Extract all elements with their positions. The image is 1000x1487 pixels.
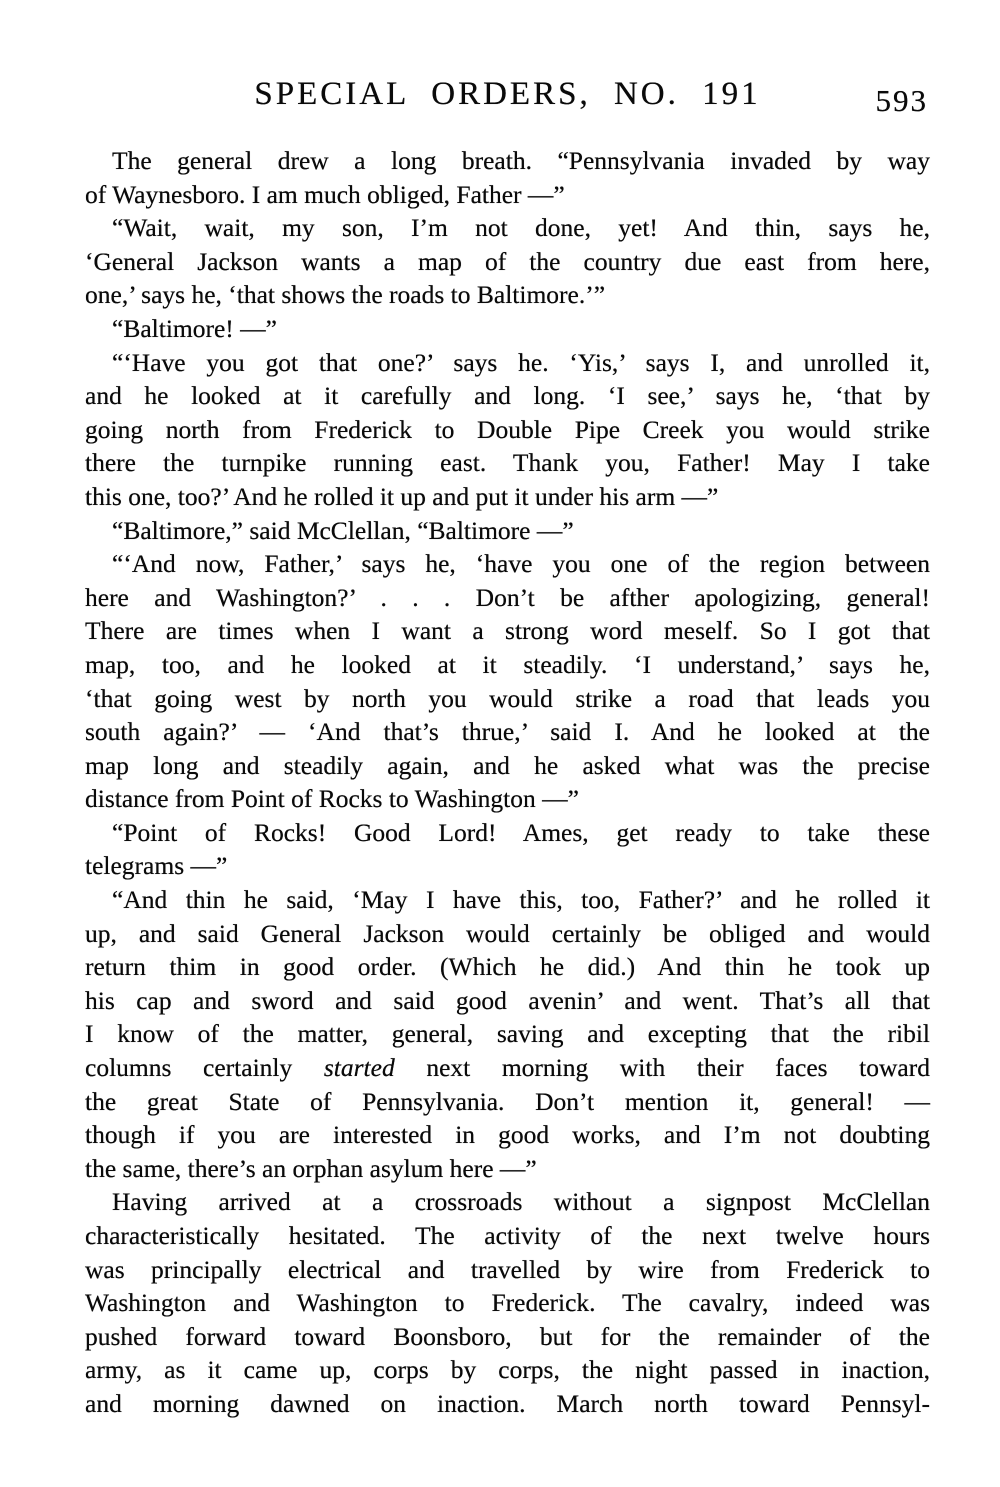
text-line: map, too, and he looked at it steadily. ‘I understand,’ says he, (85, 649, 930, 679)
text-line: though if you are interested in good works, and I’m not doubting (85, 1120, 930, 1150)
paragraph (85, 1185, 930, 1420)
paragraph (85, 883, 930, 1185)
text-line: distance from Point of Rocks to Washington —” (85, 784, 579, 814)
text-line: south again?’ — ‘And that’s thrue,’ said I. And he looked at the (85, 717, 930, 747)
paragraph (85, 816, 930, 883)
text-line: return thim in good order. (Which he did.) And thin he took up (85, 952, 930, 982)
emphasized-word: started (323, 1053, 395, 1083)
text-line: “Baltimore! —” (112, 313, 277, 343)
text-segment: columns certainly (85, 1053, 324, 1083)
paragraph (85, 211, 930, 312)
text-line: map long and steadily again, and he asked what was the precise (85, 750, 930, 780)
text-line: “Wait, wait, my son, I’m not done, yet! And thin, says he, (112, 213, 930, 243)
text-line: There are times when I want a strong word meself. So I got that (85, 616, 930, 646)
text-line: pushed forward toward Boonsboro, but for the remainder of the (85, 1321, 930, 1351)
text-line: and morning dawned on inaction. March north toward Pennsyl- (85, 1388, 930, 1418)
text-line: up, and said General Jackson would certainly be obliged and would (85, 918, 930, 948)
paragraph (85, 312, 930, 346)
paragraph (85, 346, 930, 514)
text-line: Washington and Washington to Frederick. The cavalry, indeed was (85, 1288, 930, 1318)
text-line: “Point of Rocks! Good Lord! Ames, get ready to take these (112, 817, 930, 847)
page-header (85, 76, 930, 120)
text-line: “‘And now, Father,’ says he, ‘have you one of the region between (112, 549, 930, 579)
text-line (85, 1051, 930, 1085)
paragraph (85, 547, 930, 816)
page-number: 593 (875, 83, 928, 118)
text-line: going north from Frederick to Double Pipe Creek you would strike (85, 414, 930, 444)
paragraph (85, 514, 930, 548)
text-line: ‘that going west by north you would strike a road that leads you (85, 683, 930, 713)
text-line: the great State of Pennsylvania. Don’t mention it, general! — (85, 1086, 930, 1116)
text-line: this one, too?’ And he rolled it up and put it under his arm —” (85, 481, 719, 511)
text-line: ‘General Jackson wants a map of the country due east from here, (85, 246, 930, 276)
text-line: Having arrived at a crossroads without a signpost McClellan (112, 1187, 930, 1217)
text-line: of Waynesboro. I am much obliged, Father —” (85, 179, 565, 209)
text-line: “Baltimore,” said McClellan, “Baltimore —” (112, 515, 574, 545)
text-line: was principally electrical and travelled by wire from Frederick to (85, 1254, 930, 1284)
text-line: here and Washington?’ . . . Don’t be afther apologizing, general! (85, 582, 930, 612)
text-line: and he looked at it carefully and long. ‘I see,’ says he, ‘that by (85, 381, 930, 411)
text-line: army, as it came up, corps by corps, the night passed in inaction, (85, 1355, 930, 1385)
text-line: there the turnpike running east. Thank you, Father! May I take (85, 448, 930, 478)
text-line: The general drew a long breath. “Pennsylvania invaded by way (112, 146, 930, 175)
text-line: one,’ says he, ‘that shows the roads to Baltimore.’” (85, 280, 606, 310)
text-line: his cap and sword and said good avenin’ and went. That’s all that (85, 985, 930, 1015)
paragraph (85, 144, 930, 211)
text-line: the same, there’s an orphan asylum here —” (85, 1153, 537, 1183)
text-line: I know of the matter, general, saving and excepting that the ribil (85, 1019, 930, 1049)
running-head-title: SPECIAL ORDERS, NO. 191 (254, 76, 761, 112)
text-line: telegrams —” (85, 851, 228, 881)
text-line: “And thin he said, ‘May I have this, too, Father?’ and he rolled it (112, 885, 930, 915)
text-line: “‘Have you got that one?’ says he. ‘Yis,’ says I, and unrolled it, (112, 347, 930, 377)
text-column (85, 144, 930, 1421)
text-line: characteristically hesitated. The activity of the next twelve hours (85, 1221, 930, 1250)
text-segment: next morning with their faces toward (394, 1053, 930, 1083)
